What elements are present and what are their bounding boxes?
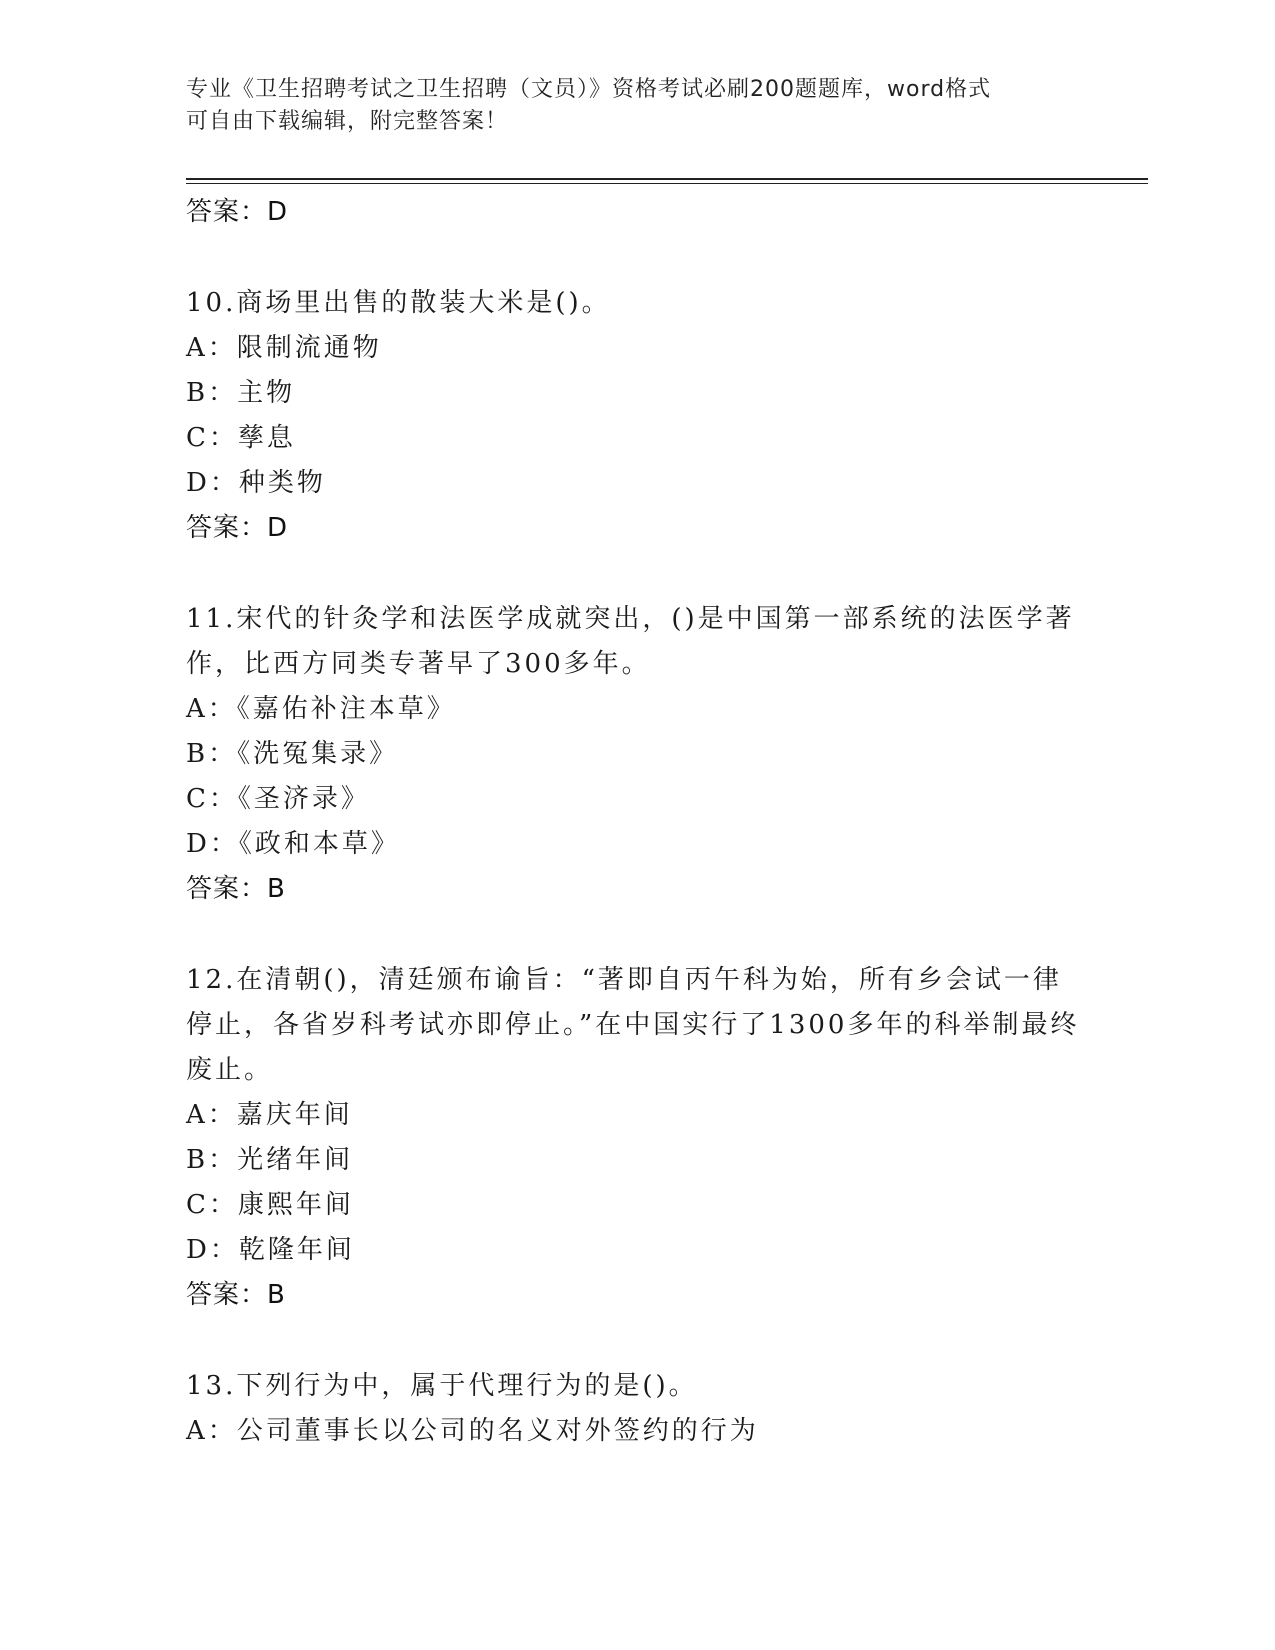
question-text: 11.宋代的针灸学和法医学成就突出，()是中国第一部系统的法医学著作，比西方同类专著早了300多年。 bbox=[186, 604, 1075, 679]
document-header bbox=[186, 74, 1066, 138]
option-c: C：康熙年间 bbox=[186, 1190, 354, 1220]
option-a: A：嘉庆年间 bbox=[186, 1100, 353, 1130]
question-text: 12.在清朝()，清廷颁布谕旨：“著即自丙午科为始，所有乡会试一律停止，各省岁科考试亦即停止。”在中国实行了1300多年的科举制最终废止。 bbox=[186, 965, 1080, 1085]
question-text: 13.下列行为中，属于代理行为的是()。 bbox=[186, 1371, 698, 1401]
header-line-1: 专业《卫生招聘考试之卫生招聘（文员）》资格考试必刷200题题库，word格式 bbox=[186, 77, 992, 102]
option-d: D：种类物 bbox=[186, 468, 326, 498]
question-text: 10.商场里出售的散装大米是()。 bbox=[186, 288, 611, 318]
option-a: A：限制流通物 bbox=[186, 333, 382, 363]
option-c: C：孳息 bbox=[186, 423, 296, 453]
spacer bbox=[186, 551, 1086, 597]
question-10 bbox=[186, 281, 1086, 551]
option-b: B：光绪年间 bbox=[186, 1145, 354, 1175]
option-b: B：《洗冤集录》 bbox=[186, 739, 399, 769]
option-d: D：乾隆年间 bbox=[186, 1235, 355, 1265]
header-line-2: 可自由下载编辑，附完整答案！ bbox=[186, 109, 509, 134]
question-13 bbox=[186, 1364, 1086, 1454]
spacer bbox=[186, 912, 1086, 958]
header-rule-thick bbox=[186, 178, 1148, 180]
previous-answer: 答案：D bbox=[186, 197, 289, 227]
answer-line: 答案：B bbox=[186, 1280, 286, 1310]
question-11 bbox=[186, 597, 1086, 912]
option-c: C：《圣济录》 bbox=[186, 784, 370, 814]
question-12 bbox=[186, 958, 1086, 1318]
option-a: A：公司董事长以公司的名义对外签约的行为 bbox=[186, 1416, 759, 1446]
option-b: B：主物 bbox=[186, 378, 296, 408]
spacer bbox=[186, 1318, 1086, 1364]
header-rule-thin bbox=[186, 183, 1148, 184]
answer-line: 答案：B bbox=[186, 874, 286, 904]
answer-line: 答案：D bbox=[186, 513, 289, 543]
option-a: A：《嘉佑补注本草》 bbox=[186, 694, 456, 724]
question-list bbox=[186, 190, 1086, 1454]
spacer bbox=[186, 235, 1086, 281]
option-d: D：《政和本草》 bbox=[186, 829, 400, 859]
